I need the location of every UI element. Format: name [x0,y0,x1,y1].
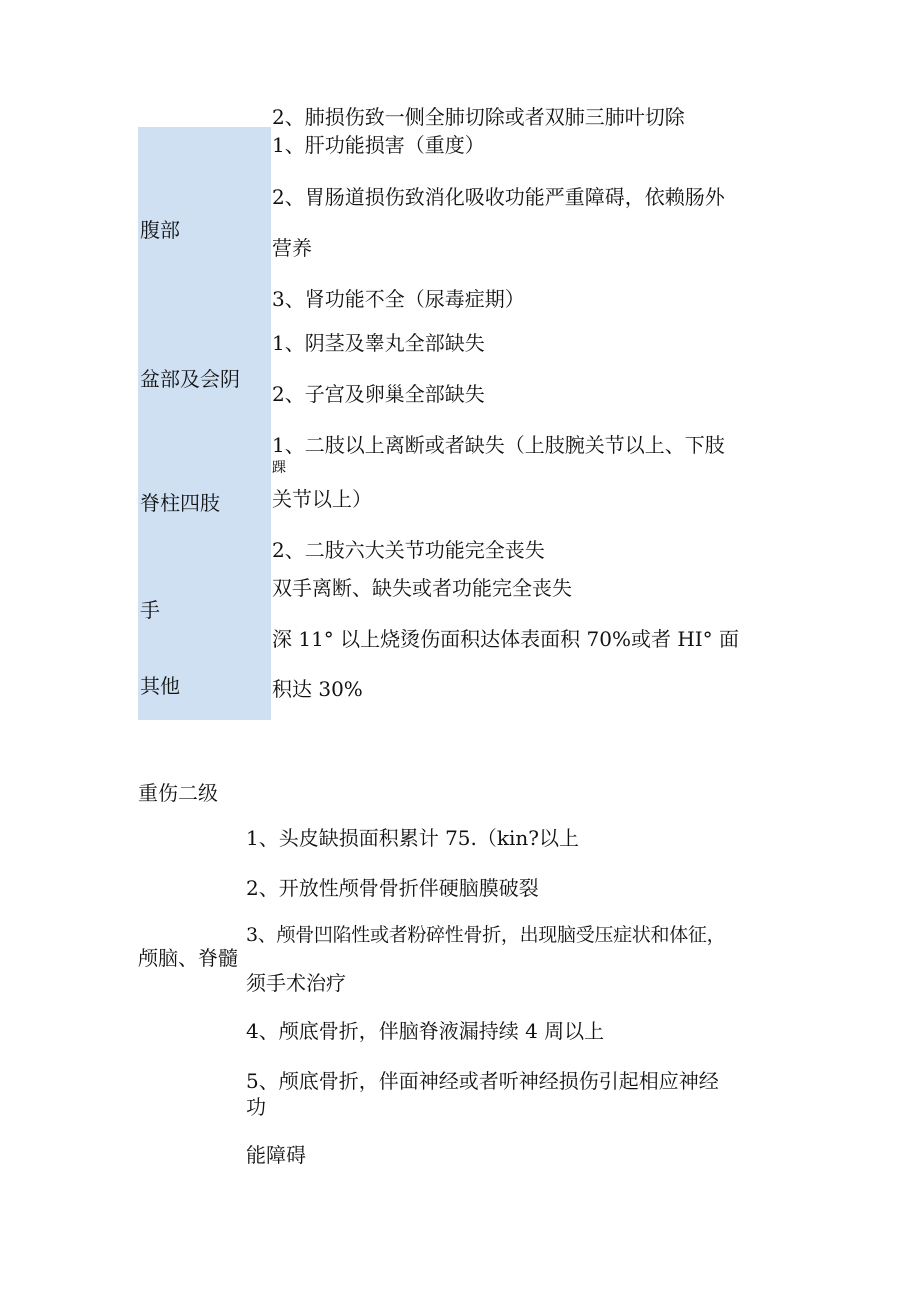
table-carryover-item: 2、肺损伤致一侧全肺切除或者双肺三肺叶切除 [272,105,685,129]
section2-item-5: 5、颅底骨折，伴面神经或者听神经损伤引起相应神经 [246,1069,719,1093]
category-label-pelvis: 盆部及会阴 [140,367,240,391]
abdomen-item-1: 1、肝功能损害（重度） [272,133,485,157]
spine-item-1: 1、二肢以上离断或者缺失（上肢腕关节以上、下肢 [272,433,725,457]
section2-item-3: 3、颅骨凹陷性或者粉碎性骨折，出现脑受压症状和体征， [246,924,726,946]
pelvis-item-2: 2、子宫及卵巢全部缺失 [272,382,485,406]
other-item-cont: 积达 30% [272,677,363,701]
category-label-spine-limbs: 脊柱四肢 [140,491,220,515]
section2-item-3-cont: 须手术治疗 [246,971,346,995]
other-item: 深 11° 以上烧烫伤面积达体表面积 70%或者 HI° 面 [272,627,740,651]
section2-item-2: 2、开放性颅骨骨折伴硬脑膜破裂 [246,876,539,900]
section2-item-1: 1、头皮缺损面积累计 75.（kin?以上 [246,826,580,850]
category-label-other: 其他 [140,674,180,698]
abdomen-item-2: 2、胃肠道损伤致消化吸收功能严重障碍，依赖肠外 [272,185,725,209]
category-label-cranial-spinal: 颅脑、脊髓 [138,946,238,970]
section2-item-5-cont: 能障碍 [246,1143,306,1167]
pelvis-item-1: 1、阴茎及睾丸全部缺失 [272,331,485,355]
abdomen-item-3: 3、肾功能不全（尿毒症期） [272,287,525,311]
category-label-abdomen: 腹部 [140,218,180,242]
spine-item-1-cont: 关节以上） [272,487,372,511]
category-column-band [138,127,271,720]
abdomen-item-2-cont: 营养 [272,236,312,260]
spine-item-2: 2、二肢六大关节功能完全丧失 [272,538,545,562]
category-label-hand: 手 [140,598,160,622]
section2-item-5-wrap: 功 [246,1095,266,1119]
section2-item-4: 4、颅底骨折，伴脑脊液漏持续 4 周以上 [246,1019,605,1043]
spine-item-1-wrap: 踝 [272,460,286,476]
hand-item: 双手离断、缺失或者功能完全丧失 [272,576,572,600]
section-heading: 重伤二级 [138,781,218,805]
